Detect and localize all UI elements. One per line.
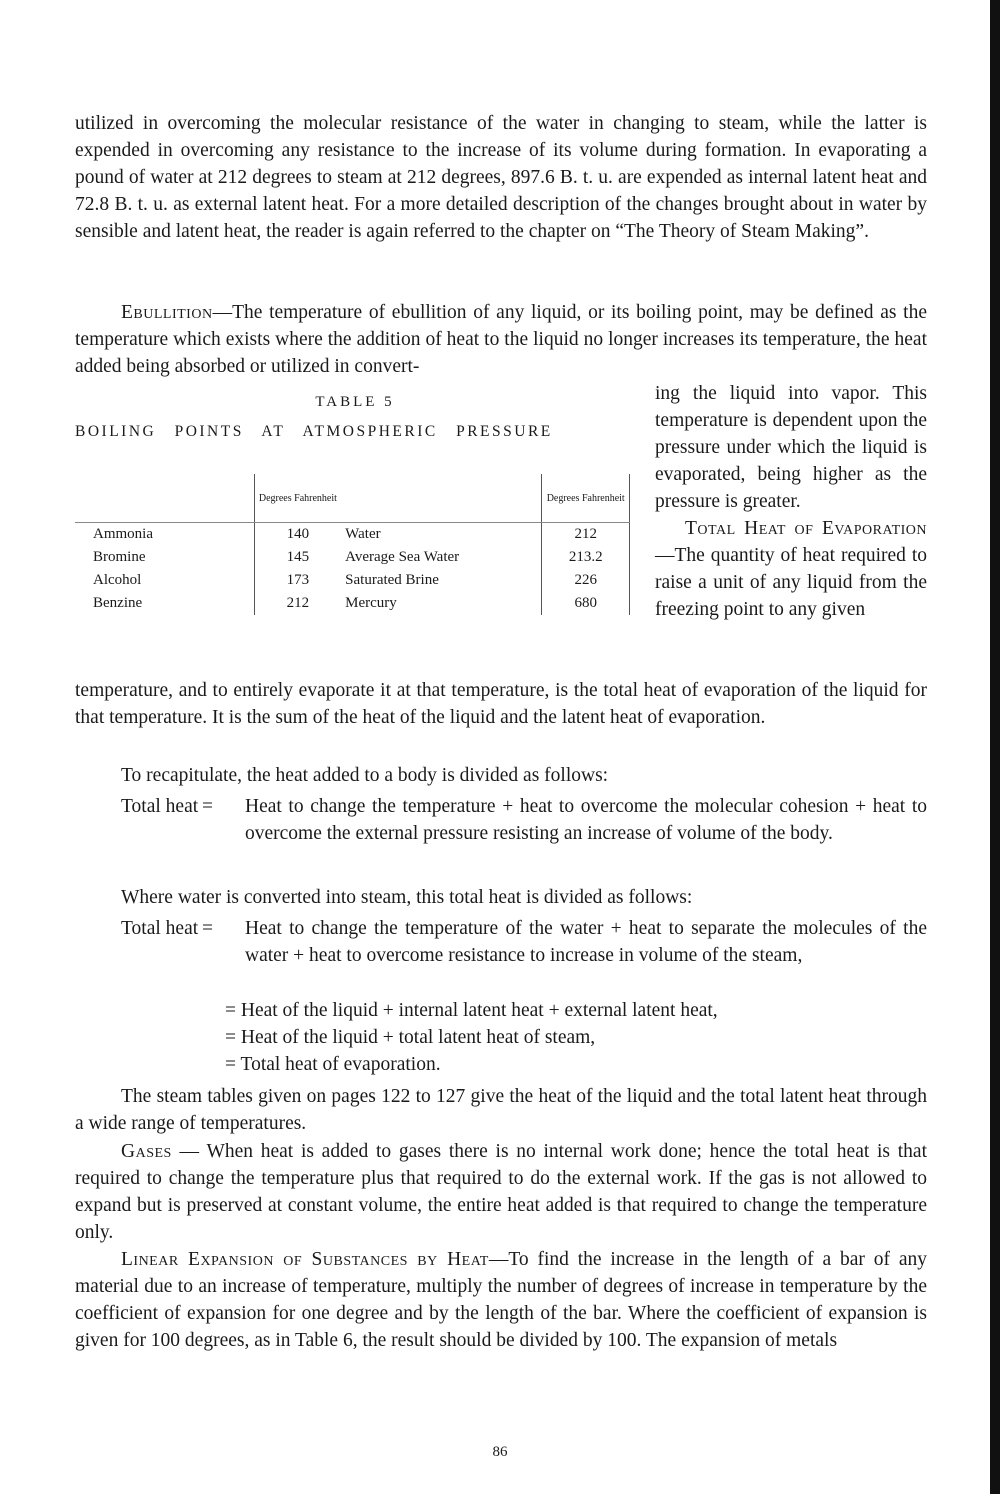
steam-formula-line-3: = Heat of the liquid + total latent heat of steam, (225, 1027, 596, 1048)
total-heat-side-text: —The quantity of heat required to raise a unit of any liquid from the freezing point to any given (655, 545, 927, 620)
gases-heading: Gases (121, 1141, 172, 1162)
table-cell-value: 173 (254, 569, 341, 592)
linear-expansion-paragraph (75, 1246, 927, 1354)
table-row (75, 546, 630, 569)
gases-paragraph (75, 1138, 927, 1246)
page-edge-shadow (990, 0, 1000, 1494)
gases-text: — When heat is added to gases there is no internal work done; hence the total heat is that required to change the temperature plus that required to do the external work. If the gas is not allowed to expand but is preserved at constant volume, the entire heat added is that required to change the temperature only. (75, 1141, 927, 1243)
steam-formula-body: Heat to change the temperature of the water + heat to separate the molecules of the water + heat to overcome resistance to increase in volume of the steam, (245, 918, 927, 966)
steam-formula-lead: Total heat = (121, 918, 217, 939)
table-row (75, 592, 630, 615)
table-label: TABLE 5 (315, 394, 395, 410)
side-column (655, 380, 927, 623)
recap-intro: To recapitulate, the heat added to a body is divided as follows: (121, 765, 609, 786)
ebullition-heading: Ebullition (121, 302, 213, 323)
table-row (75, 569, 630, 592)
table-5 (75, 394, 635, 611)
linear-expansion-heading: Linear Expansion of Substances by Heat (121, 1249, 489, 1270)
top-paragraph: utilized in overcoming the molecular resistance of the water in changing to steam, while the latter is expended in overcoming any resistance to the increase of its volume during formation. In evaporating a pound of water at 212 degrees to steam at 212 degrees, 897.6 B. t. u. are expended as internal latent heat and 72.8 B. t. u. as external latent heat. For a more detailed description of the changes brought about in water by sensible and latent heat, the reader is again referred to the chapter on “The Theory of Steam Making”. (75, 113, 927, 242)
steam-formula-block (245, 915, 927, 969)
table-cell-name: Benzine (93, 595, 143, 611)
steam-tables-paragraph: The steam tables given on pages 122 to 127 give the heat of the liquid and the total latent heat through a wide range of temperatures. (75, 1086, 927, 1134)
recap-formula-body: Heat to change the temperature + heat to overcome the molecular cohesion + heat to overcome the external pressure resisting an increase of volume of the body. (245, 796, 927, 844)
table-cell-value: 140 (254, 523, 341, 547)
total-heat-heading: Total Heat of Evaporation (685, 518, 927, 539)
table-cell-name: Average Sea Water (345, 549, 460, 565)
ebullition-block (75, 299, 927, 380)
table-cell-value: 226 (542, 569, 630, 592)
table-header-substance (75, 474, 254, 523)
table-cell-name: Mercury (345, 595, 397, 611)
table-row (75, 523, 630, 547)
boiling-points-table (75, 474, 630, 615)
table-header-substance-right (341, 474, 542, 523)
table-cell-value: 145 (254, 546, 341, 569)
linear-expansion-text: —To find the increase in the length of a bar of any material due to an increase of temperature, multiply the number of degrees of increase in temperature by the coefficient of expansion for one degree and by the length of the bar. Where the coefficient of expansion is given for 100 degrees, as in Table 6, the result should be divided by 100. The expansion of metals (75, 1249, 927, 1351)
table-title: BOILING POINTS AT ATMOSPHERIC PRESSURE (75, 423, 553, 440)
total-heat-side-paragraph (655, 515, 927, 623)
steam-intro-block (75, 884, 927, 911)
ebullition-text: —The temperature of ebullition of any liquid, or its boiling point, may be defined as the temperature which exists where the addition of heat to the liquid no longer increases its temperature, the heat added being absorbed or utilized in convert- (75, 302, 927, 377)
total-heat-block (75, 677, 927, 731)
table-cell-value: 212 (254, 592, 341, 615)
ebullition-continuation: ing the liquid into vapor. This temperature is dependent upon the pressure under which the liquid is evaporated, being higher as the pressure is greater. (655, 383, 927, 512)
table-cell-value: 212 (542, 523, 630, 547)
page-number: 86 (492, 1444, 508, 1460)
steam-formula-line-4: = Total heat of evaporation. (225, 1054, 441, 1075)
gases-block (75, 1138, 927, 1246)
total-heat-text: temperature, and to entirely evaporate it at that temperature, is the total heat of evaporation of the liquid for that temperature. It is the sum of the heat of the liquid and the latent heat of evaporation. (75, 680, 927, 728)
ebullition-paragraph (75, 299, 927, 380)
recap-formula-block (245, 793, 927, 847)
table-cell-value: 680 (542, 592, 630, 615)
recap-intro-block (75, 762, 927, 789)
steam-tables-block (75, 1083, 927, 1137)
table-cell-name: Alcohol (93, 572, 142, 588)
table-cell-name: Bromine (93, 549, 146, 565)
table-header-degrees-right: Degrees Fahrenheit (542, 474, 630, 523)
table-cell-name: Saturated Brine (345, 572, 439, 588)
table-header-degrees-left: Degrees Fahrenheit (254, 474, 341, 523)
table-header-row (75, 474, 630, 523)
top-paragraph-block (75, 110, 927, 245)
steam-formula-line-2: = Heat of the liquid + internal latent heat + external latent heat, (225, 1000, 718, 1021)
recap-formula-lead: Total heat = (121, 796, 217, 817)
table-cell-value: 213.2 (542, 546, 630, 569)
table-cell-name: Ammonia (93, 526, 153, 542)
steam-intro: Where water is converted into steam, this total heat is divided as follows: (121, 887, 693, 908)
linear-expansion-block (75, 1246, 927, 1354)
table-cell-name: Water (345, 526, 381, 542)
